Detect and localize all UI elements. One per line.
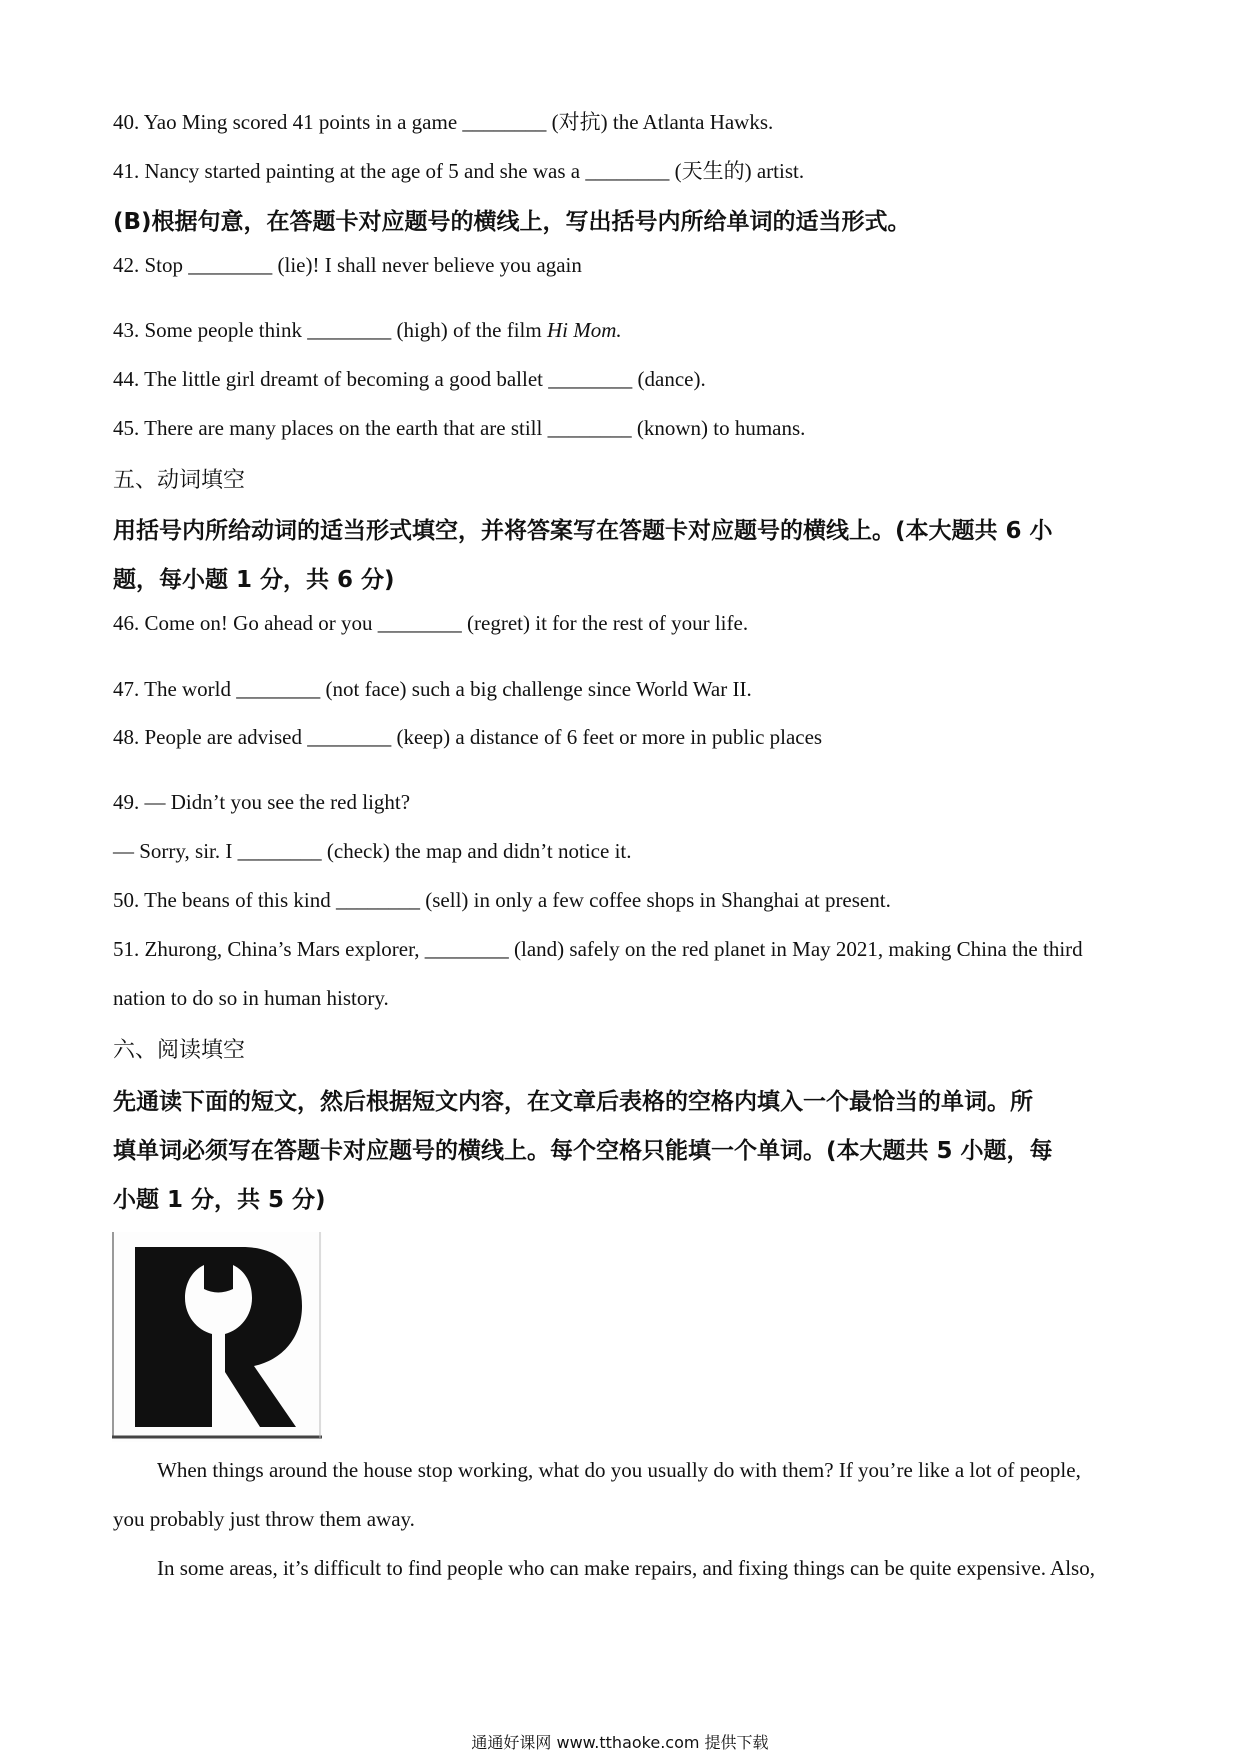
section-5-instruction-line-2: 题，每小题 1 分，共 6 分): [113, 567, 395, 593]
question-51: 51. Zhurong, China’s Mars explorer, ________ (land) safely on the red planet in May 2021, making China the third: [113, 937, 1083, 961]
passage-paragraph-2-line-1: In some areas, it’s difficult to find people who can make repairs, and fixing things can be quite expensive. Also,: [157, 1556, 1095, 1580]
section-5-title: 五、动词填空: [113, 468, 246, 493]
repair-logo-icon: [112, 1232, 322, 1442]
answer-blank: ________: [188, 253, 273, 277]
answer-blank: ________: [336, 888, 421, 912]
section-5-instruction-line-1: 用括号内所给动词的适当形式填空，并将答案写在答题卡对应题号的横线上。(本大题共 6 小: [113, 518, 1053, 544]
section-6-title: 六、阅读填空: [113, 1038, 246, 1063]
question-49-answer: — Sorry, sir. I ________ (check) the map and didn’t notice it.: [113, 839, 632, 863]
question-40: 40. Yao Ming scored 41 points in a game ________ (对抗) the Atlanta Hawks.: [113, 110, 774, 134]
question-45: 45. There are many places on the earth that are still ________ (known) to humans.: [113, 416, 806, 440]
passage-paragraph-1-line-1: When things around the house stop working, what do you usually do with them? If you’re like a lot of people,: [157, 1458, 1081, 1482]
passage-paragraph-1-line-2: you probably just throw them away.: [113, 1507, 415, 1531]
question-41: 41. Nancy started painting at the age of 5 and she was a ________ (天生的) artist.: [113, 159, 805, 183]
answer-blank: ________: [236, 677, 321, 701]
question-50: 50. The beans of this kind ________ (sell) in only a few coffee shops in Shanghai at present.: [113, 888, 891, 912]
section-6-instruction-line-2: 填单词必须写在答题卡对应题号的横线上。每个空格只能填一个单词。(本大题共 5 小题，每: [113, 1138, 1053, 1164]
question-42: 42. Stop ________ (lie)! I shall never believe you again: [113, 253, 582, 277]
page-footer: 通通好课网 www.tthaoke.com 提供下载: [471, 1733, 769, 1752]
question-46: 46. Come on! Go ahead or you ________ (regret) it for the rest of your life.: [113, 611, 749, 635]
answer-blank: ________: [462, 110, 547, 134]
answer-blank: ________: [377, 611, 462, 635]
answer-blank: ________: [424, 937, 509, 961]
question-47: 47. The world ________ (not face) such a big challenge since World War II.: [113, 677, 752, 701]
section-b-instruction: (B)根据句意，在答题卡对应题号的横线上，写出括号内所给单词的适当形式。: [113, 209, 911, 235]
question-48: 48. People are advised ________ (keep) a distance of 6 feet or more in public places: [113, 725, 823, 749]
question-44: 44. The little girl dreamt of becoming a good ballet ________ (dance).: [113, 367, 706, 391]
answer-blank: ________: [237, 839, 322, 863]
answer-blank: ________: [547, 416, 632, 440]
section-6-instruction-line-3: 小题 1 分，共 5 分): [113, 1187, 326, 1213]
film-title: Hi Mom.: [546, 318, 622, 342]
answer-blank: ________: [307, 725, 392, 749]
question-49-prompt: 49. — Didn’t you see the red light?: [113, 790, 411, 814]
answer-blank: ________: [548, 367, 633, 391]
section-6-instruction-line-1: 先通读下面的短文，然后根据短文内容，在文章后表格的空格内填入一个最恰当的单词。所: [113, 1089, 1033, 1115]
answer-blank: ________: [585, 159, 670, 183]
question-51-continuation: nation to do so in human history.: [113, 986, 389, 1010]
answer-blank: ________: [307, 318, 392, 342]
question-43: 43. Some people think ________ (high) of the film Hi Mom.: [113, 318, 622, 342]
